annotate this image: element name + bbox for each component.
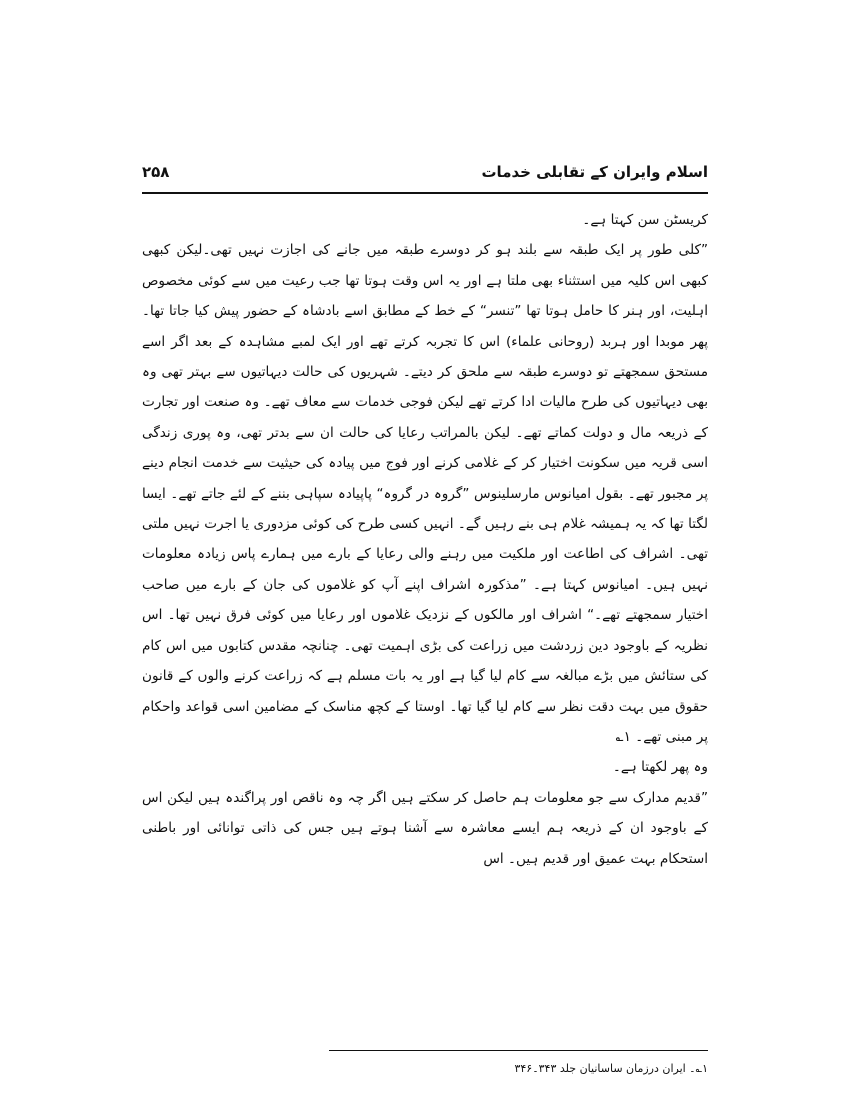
footnote: ۱؎۔ ایران درزمان ساسانیان جلد ۳۴۳۔۳۴۶ <box>514 1062 708 1075</box>
header-divider <box>142 192 708 194</box>
footnote-divider <box>329 1050 708 1051</box>
body-text <box>142 205 708 874</box>
page-number: ۲۵۸ <box>142 163 170 181</box>
intro-line-1: کریسٹن سن کہتا ہے۔ <box>582 212 708 228</box>
quote-paragraph-1: ”کلی طور پر ایک طبقہ سے بلند ہو کر دوسرے طبقہ میں جانے کی اجازت نہیں تھی۔لیکن کبھی کبھی اس کلیہ میں استثناء بھی ملتا ہے اور یہ اس وقت ہوتا تھا جب رعیت میں سے کوئی مخصوص اہلیت، اور ہنر کا حامل ہوتا تھا ”تنسر“ کے خط کے مطابق اسے بادشاہ کے حضور پیش کیا جاتا تھا۔ پھر موبدا اور ہربد (روحانی علماء) اس کا تجربہ کرتے تھے اور ایک لمبے مشاہدہ کے بعد اگر اسے مستحق سمجھتے تو دوسرے طبقہ سے ملحق کر دیتے۔ شہریوں کی حالت دیہاتیوں سے بہتر تھی وہ بھی دیہاتیوں کی طرح مالیات ادا کرتے تھے لیکن فوجی خدمات سے معاف تھے۔ وہ صنعت اور تجارت کے ذریعہ مال و دولت کماتے تھے۔ لیکن بالمراتب رعایا کی حالت ان سے بدتر تھی، وہ پوری زندگی اسی قریہ میں سکونت اختیار کر کے غلامی کرنے اور فوج میں پیادہ کی حیثیت سے خدمت انجام دینے پر مجبور تھے۔ بقول امیانوس مارسلینوس ”گروہ در گروہ“ پاپیادہ سپاہی بننے کے لئے جاتے تھے۔ ایسا لگتا تھا کہ یہ ہمیشہ غلام ہی بنے رہیں گے۔ انہیں کسی طرح کی کوئی مزدوری یا اجرت نہیں ملتی تھی۔ اشراف کی اطاعت اور ملکیت میں رہنے والی رعایا کے بارے میں ہمارے پاس زیادہ معلومات نہیں ہیں۔ امیانوس کہتا ہے۔ ”مذکورہ اشراف اپنے آپ کو غلاموں کی جان کے بارے میں صاحب اختیار سمجھتے تھے۔“ اشراف اور مالکوں کے نزدیک غلاموں اور رعایا میں کوئی فرق نہیں تھا۔ اس نظریہ کے باوجود دین زردشت میں زراعت کی بڑی اہمیت تھی۔ چنانچہ مقدس کتابوں میں اس کام کی ستائش میں بڑے مبالغہ سے کام لیا گیا ہے اور یہ بات مسلم ہے کہ زراعت کرنے والوں کے قانون حقوق میں بہت دقت نظر سے کام لیا گیا تھا۔ اوستا کے کچھ مناسک کے مضامین اسی قواعد واحکام پر مبنی تھے۔ ۱؎ <box>142 242 708 745</box>
running-header-title: اسلام وایران کے تقابلی خدمات <box>481 163 708 181</box>
quote-paragraph-2: ”قدیم مدارک سے جو معلومات ہم حاصل کر سکتے ہیں اگر چہ وہ ناقص اور پراگندہ ہیں لیکن اس کے باوجود ان کے ذریعہ ہم ایسے معاشرہ سے آشنا ہوتے ہیں جس کی ذاتی توانائی اور باطنی استحکام بہت عمیق اور قدیم ہیں۔ اس <box>142 789 708 867</box>
page-header <box>142 163 708 189</box>
intro-line-2: وہ پھر لکھتا ہے۔ <box>612 759 708 776</box>
